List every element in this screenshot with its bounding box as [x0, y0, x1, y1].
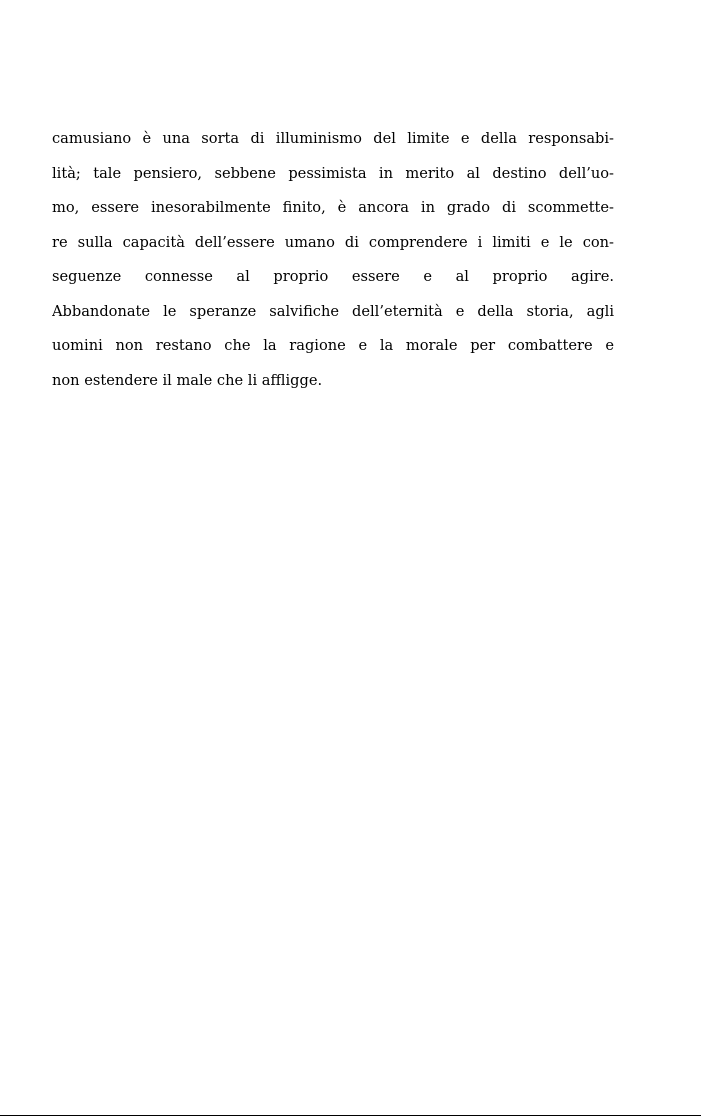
- paragraph-line-7: uomini non restano che la ragione e la morale per combattere e: [52, 337, 614, 354]
- paragraph-line-6: Abbandonate le speranze salvifiche dell’eternità e della storia, agli: [52, 302, 614, 320]
- page-bottom-rule: [0, 1115, 701, 1116]
- paragraph-line-2: lità; tale pensiero, sebbene pessimista in merito al destino dell’uo-: [52, 164, 614, 182]
- paragraph-line-1: camusiano è una sorta di illuminismo del limite e della responsabi-: [52, 130, 614, 147]
- body-paragraph: [52, 122, 614, 398]
- paragraph-line-3: mo, essere inesorabilmente finito, è ancora in grado di scommette-: [52, 199, 614, 216]
- paragraph-line-5: seguenze connesse al proprio essere e al proprio agire.: [52, 268, 614, 285]
- paragraph-line-4: re sulla capacità dell’essere umano di comprendere i limiti e le con-: [52, 233, 614, 251]
- paragraph-line-8: non estendere il male che li affligge.: [52, 371, 323, 389]
